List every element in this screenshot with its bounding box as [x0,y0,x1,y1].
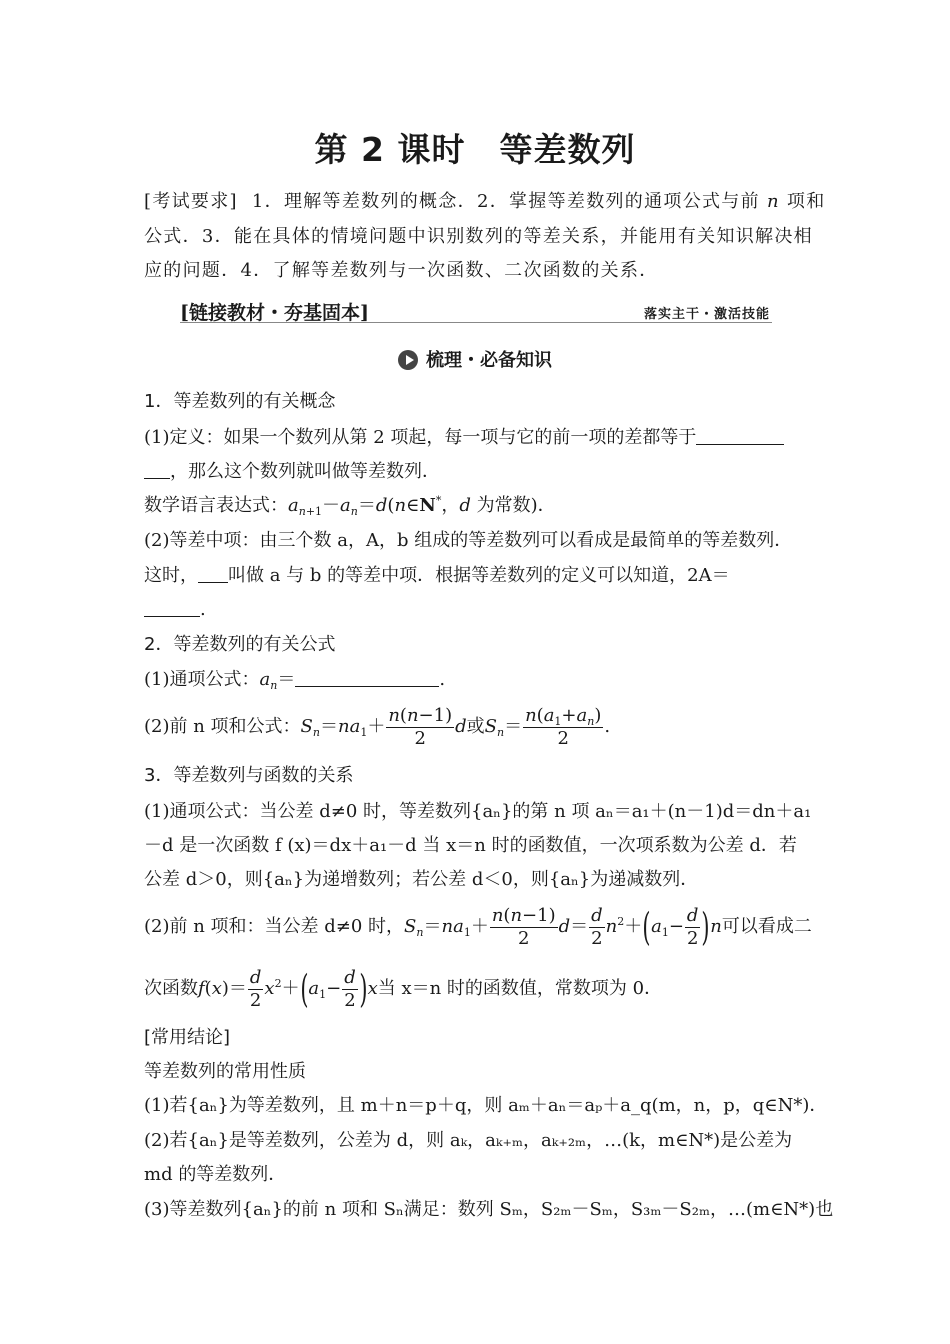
exam-requirements-line-3: 应的问题．4．了解等差数列与一次函数、二次函数的关系． [144,260,659,281]
middle-term-line-1: (2)等差中项：由三个数 a，A，b 组成的等差数列可以看成是最简单的等差数列． [144,530,793,551]
heading-3: 3．等差数列与函数的关系 [144,765,354,786]
conclusion-1: (1)若{aₙ}为等差数列，且 m＋n＝p＋q，则 aₘ＋aₙ＝aₚ＋a_q(m，n，p，q∈N*)． [144,1095,828,1116]
exam-requirements-line-2: 公式．3．能在具体的情境问题中识别数列的等差关系，并能用有关知识解决相 [144,226,813,247]
play-icon [398,350,418,370]
expression-line: 数学语言表达式：$a_{n+1}-a_n=d(n\in N^*$，d 为常数)． [144,494,556,518]
function-relation-line-3: 公差 d＞0，则{aₙ}为递增数列；若公差 d＜0，则{aₙ}为递减数列． [144,869,699,890]
exam-requirements-line-1: [考试要求] 1．理解等差数列的概念．2．掌握等差数列的通项公式与前 n 项和 [144,191,826,212]
fraction: $\frac{n(n-1)}{2}$ [388,704,453,749]
heading-1: 1．等差数列的有关概念 [144,391,336,412]
heading-2: 2．等差数列的有关公式 [144,634,336,655]
banner-subtitle: 落实主干・激活技能 [643,307,770,322]
conclusion-2-line-1: (2)若{aₙ}是等差数列，公差为 d，则 aₖ，aₖ₊ₘ，aₖ₊₂ₘ，…(k，m∈N*)是公差为 [144,1130,793,1151]
middle-term-line-2: 这时， 叫做 a 与 b 的等差中项．根据等差数列的定义可以知道，2A＝ [144,565,730,586]
section-banner [180,298,772,323]
exam-label: [考试要求] [144,191,238,212]
function-relation-line-5: 次函数f(x)＝ $\frac{d}{2}$ $x^2+(a_1-$ $\frac{d}{2}$ )x当 x＝n 时的函数值，常数项为 0． [144,966,663,1011]
conclusion-3-line-1: (3)等差数列{aₙ}的前 n 项和 Sₙ满足：数列 Sₘ，S₂ₘ－Sₘ，S₃ₘ－S₂ₘ，…(m∈N*)也 [144,1199,834,1220]
general-formula-line: (1)通项公式：$a_n=$ . [144,669,446,692]
function-relation-line-2: －d 是一次函数 f (x)＝dx＋a₁－d 当 x＝n 时的函数值，一次项系数为公差 d．若 [144,835,797,856]
fill-blank [696,428,784,445]
section-heading: 梳理・必备知识 [0,346,950,372]
fill-blank [198,566,228,583]
fill-blank [144,600,200,617]
definition-line-1: (1)定义：如果一个数列从第 2 项起，每一项与它的前一项的差都等于 [144,426,784,450]
fill-blank [295,670,439,687]
sum-formula-line: (2)前 n 项和公式：$S_n=na_1+$ $\frac{n(n-1)}{2}$ d或$S_n=$ $\frac{n(a_1+a_n)}{2}$ . [144,704,611,749]
conclusions-heading: 等差数列的常用性质 [144,1061,306,1082]
fill-blank [144,462,170,479]
banner-title: [链接教材・夯基固本] [180,302,369,324]
conclusions-label: [常用结论] [144,1027,231,1048]
page-title: 第 2 课时 等差数列 [314,130,636,169]
conclusion-2-line-2: md 的等差数列． [144,1164,287,1185]
middle-term-line-3: . [144,598,206,622]
function-relation-line-1: (1)通项公式：当公差 d≠0 时，等差数列{aₙ}的第 n 项 aₙ＝a₁＋(n－1)d＝dn＋a₁ [144,801,812,822]
fraction: $\frac{n(a_1+a_n)}{2}$ [525,704,602,749]
function-relation-line-4: (2)前 n 项和：当公差 d≠0 时，$S_n=na_1+$ $\frac{n(n-1)}{2}$ d＝ $\frac{d}{2}$ $n^2+(a_1-$ $\frac{d}{2}$ )n可以看成二 [144,904,812,949]
definition-line-2: ，那么这个数列就叫做等差数列． [144,460,440,484]
